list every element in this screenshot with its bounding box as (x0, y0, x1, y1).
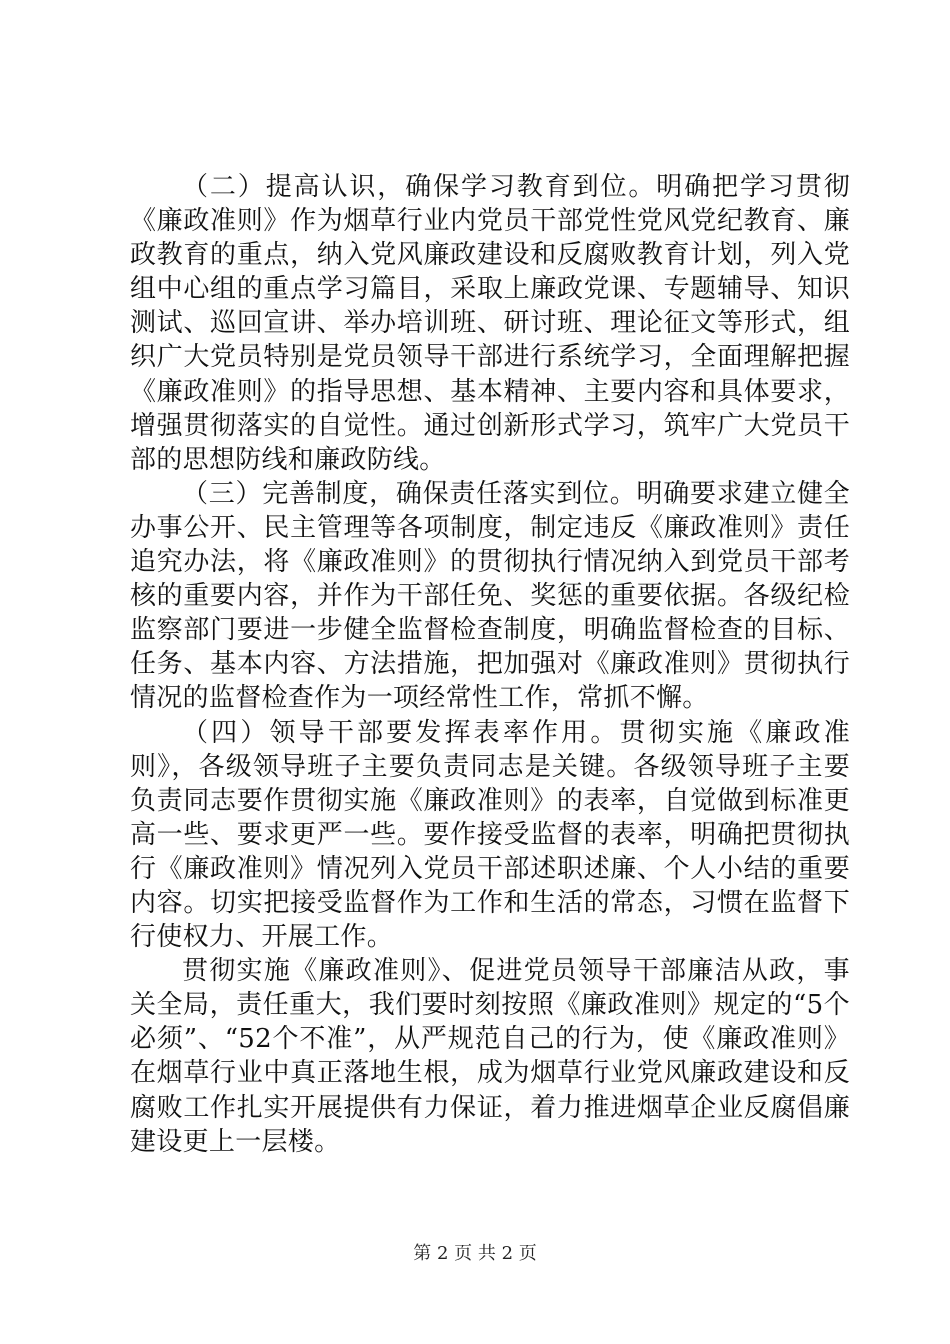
paragraph-section-4: （四）领导干部要发挥表率作用。贯彻实施《廉政准则》，各级领导班子主要负责同志是关键。各级领导班子主要负责同志要作贯彻实施《廉政准则》的表率，自觉做到标准更高一些、要求更严一些。要作接受监督的表率，明确把贯彻执行《廉政准则》情况列入党员干部述职述廉、个人小结的重要内容。切实把接受监督作为工作和生活的常态，习惯在监督下行使权力、开展工作。 (130, 717, 850, 953)
paragraph-section-2: （二）提高认识，确保学习教育到位。明确把学习贯彻《廉政准则》作为烟草行业内党员干部党性党风党纪教育、廉政教育的重点，纳入党风廉政建设和反腐败教育计划，列入党组中心组的重点学习篇目，采取上廉政党课、专题辅导、知识测试、巡回宣讲、举办培训班、研讨班、理论征文等形式，组织广大党员特别是党员领导干部进行系统学习，全面理解把握《廉政准则》的指导思想、基本精神、主要内容和具体要求，增强贯彻落实的自觉性。通过创新形式学习，筑牢广大党员干部的思想防线和廉政防线。 (130, 172, 850, 475)
page-footer: 第 2 页 共 2 页 (413, 1243, 537, 1264)
document-body (130, 170, 850, 1159)
paragraph-section-3: （三）完善制度，确保责任落实到位。明确要求建立健全办事公开、民主管理等各项制度，制定违反《廉政准则》责任追究办法，将《廉政准则》的贯彻执行情况纳入到党员干部考核的重要内容，并作为干部任免、奖惩的重要依据。各级纪检监察部门要进一步健全监督检查制度，明确监督检查的目标、任务、基本内容、方法措施，把加强对《廉政准则》贯彻执行情况的监督检查作为一项经常性工作，常抓不懈。 (130, 478, 850, 714)
paragraph-conclusion: 贯彻实施《廉政准则》、促进党员领导干部廉洁从政，事关全局，责任重大，我们要时刻按照《廉政准则》规定的“5个必须”、“52个不准”，从严规范自己的行为，使《廉政准则》在烟草行业中真正落地生根，成为烟草行业党风廉政建设和反腐败工作扎实开展提供有力保证，着力推进烟草企业反腐倡廉建设更上一层楼。 (130, 956, 850, 1157)
